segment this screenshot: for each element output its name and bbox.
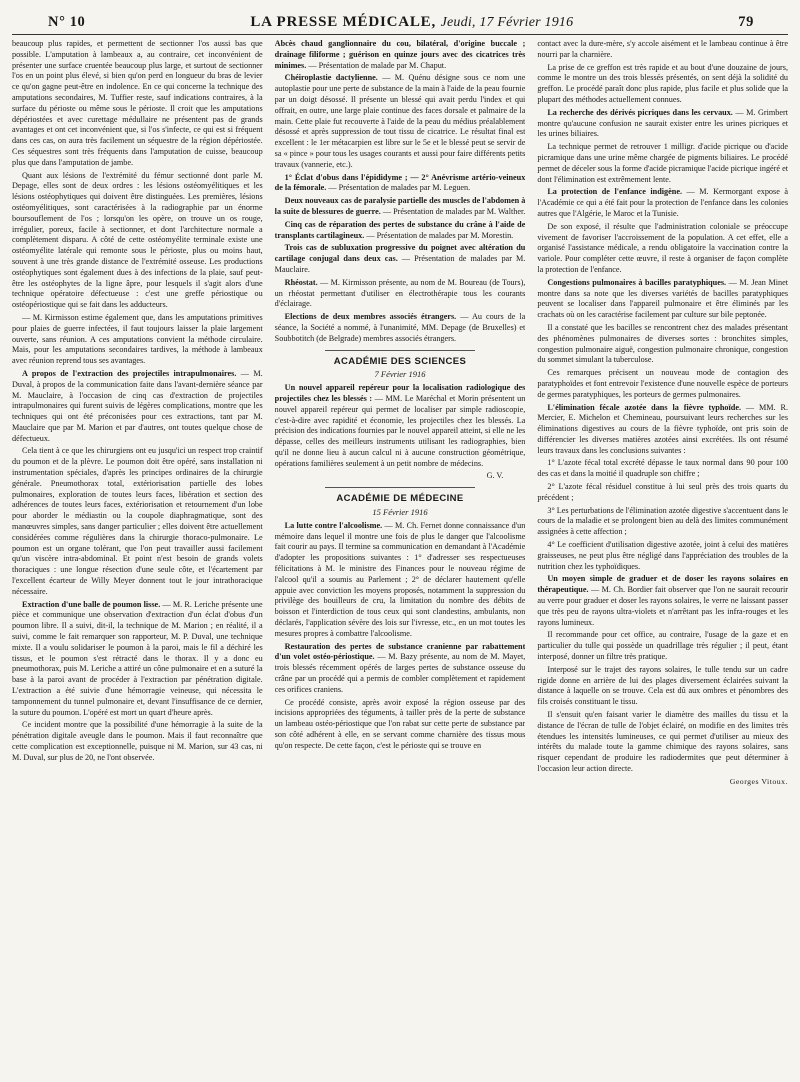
article xyxy=(275,642,526,696)
article xyxy=(275,278,526,310)
paragraph: Ce incident montre que la possibilité d'une hémorragie à la suite de la pénétration digitale aveugle dans le poumon. Mais il faut reconnaître que cette complication est exceptionnelle, puisque ni M. Marion, sur 43 cas, ni M. Duval, sur plus de 20, ne l'ont observée. xyxy=(12,720,263,762)
column-3 xyxy=(537,39,788,1081)
article-title: Chéiroplastie dactylienne. xyxy=(284,73,378,83)
column-1 xyxy=(12,39,263,1081)
paragraph: Il recommande pour cet office, au contraire, l'usage de la gaze et en particulier du tulle qui possède un quadrillage très régulier ; il peut, étant interposé, donner un filtre très pratique. xyxy=(537,630,788,662)
article xyxy=(537,574,788,628)
article xyxy=(537,403,788,457)
divider xyxy=(325,487,475,488)
article-title: A propos de l'extraction des projectiles intrapulmonaires. xyxy=(22,368,237,378)
article-body: — M. Bazy présente, au nom de M. Mayet, trois blessés récemment opérés de larges pertes de substance osseuse du crâne par un procédé qui a permis de combler complètement et rapidement ces orifices craniens. xyxy=(274,652,526,694)
article-body: — M. Ch. Fernet donne connaissance d'un mémoire dans lequel il montre une fois de plus le danger que l'alcoolisme fait courir au pays. Il termine sa communication en demandant à l'Académie d'adopter les propositions suivantes : 1° d'adresser ses respectueuses félicitations à M. le ministre des Finances pour le nouveau régime de l'alcool qu'il a soumis au Parlement ; 2° de déclarer hautement qu'elle appuie avec conviction les moyens proposés, notamment la suppression du privilège des bouilleurs de cru, la limitation du nombre des débits de boisson et l'interdiction de tous ceux qui sont clandestins, ambulants, non déclarés, l'application sévère des lois sur l'ivresse, etc., en un mot toutes les mesures propres à combattre l'alcoolisme. xyxy=(274,520,526,638)
page-header xyxy=(12,14,788,35)
divider xyxy=(325,350,475,351)
issue-number: N° 10 xyxy=(48,14,86,30)
article-body: — M. Kirmisson présente, au nom de M. Boureau (de Tours), un rhéostat permettant d'utiliser en électrothérapie tous les courants d'éclairage. xyxy=(274,277,526,309)
article-title: La protection de l'enfance indigène. xyxy=(547,187,683,197)
list-item: 4° Le coefficient d'utilisation digestive azotée, joint à celui des matières graisseuses, ne peut plus être négligé dans l'appréciation des troubles de la nutrition chez les typhoïdiques. xyxy=(537,540,788,571)
section-date: 7 Février 1916 xyxy=(374,369,426,380)
column-2 xyxy=(275,39,526,1081)
section-date: 15 Février 1916 xyxy=(372,507,428,518)
article-body: — M. R. Leriche présente une pièce et communique une observation d'extraction d'un éclat d'obus d'un poumon libre. Il a suivi, dit-il, la technique de M. Marion ; en réalité, il a suivi, comme le fait remarquer son rapporteur, M. P. Duval, une technique mixte. Il a voulu solidariser le poumon à la paroi, mais le fil a déchiré les tissus, et le poumon s'est rétracté dans le thorax. Il y a donc eu pneumothorax, puis M. Leriche a attiré un cône pulmonaire et en a suturé la base à la paroi avant de procéder à l'extraction par pénétration digitale. L'extraction a été suivie d'une hémorragie veineuse, qui nécessita le tamponnement du tunnel pulmonaire et, devant l'insuffisance de ce dernier, la suture du poumon. L'opéré est mort un quart d'heure après. xyxy=(12,599,263,717)
section-heading-medecine: ACADÉMIE DE MÉDECINE xyxy=(336,493,464,505)
paragraph: Quant aux lésions de l'extrémité du fémur sectionné dont parle M. Depage, elles sont de deux ordres : les lésions ostéomyélitiques et les lésions ostéophytiques qui doivent être distinguées. Les premières, lésions ostéomyélitiques, sont caractérisées à la radiographie par un énorme boursouflement de l'os ; lorsqu'on les opère, on trouve un os rouge, irrégulier, poreux, facile à sectionner, et dont l'architecture normale a complètement disparu. A côté de cette ostéomyélite terminale existe une ostéomyélite latérale qui remonte sous le périoste, plus ou moins haut, souvent à une très grande distance de l'extrémité osseuse. Les productions ostéophytiques sont également dues à des infections de la plaie, sauf peut-être les ostéophytes de la ligne âpre, pour lesquels il s'agit alors d'une technique opératoire défectueuse : c'est une greffe périostique ou ostéopériostique qui se fait dans les adducteurs. xyxy=(12,170,263,310)
article-body: — M. Ch. Bordier fait observer que l'on ne saurait recourir au verre pour graduer et doser les rayons solaires, le verre ne laissant passer que très peu de rayons ultra-violets et n'arrêtant pas les infra-rouges et les rayons lumineux. xyxy=(537,585,788,627)
article-title: L'élimination fécale azotée dans la fièvre typhoïde. xyxy=(547,402,741,412)
article-title: Extraction d'une balle de poumon lisse. xyxy=(22,599,161,609)
article-title: Deux nouveaux cas de paralysie partielle des muscles de l'abdomen à la suite de blessures de guerre. xyxy=(274,196,526,216)
article-title: Rhéostat. xyxy=(284,277,318,287)
article xyxy=(537,108,788,140)
author-initials: G. V. xyxy=(486,471,504,481)
paragraph: Cela tient à ce que les chirurgiens ont eu jusqu'ici un respect trop craintif du poumon et de la plèvre. Le poumon doit être opéré, sans installation ni instrumentation spéciales, d'après les principes ordinaires de la chirurgie générale. Pneumothorax total, extériorisation partielle des lobes pulmonaires, exploration de toutes leurs faces, libération et section des adhérences de toutes leurs faces, extériorisation et retournement d'un lobe pour aborder le médiastin ou la coupole diaphragmatique, sont des manœuvres simples, sans danger particulier ; elles doivent être actuellement considérées comme régulières dans la chirurgie thoraco-pulmonaire. Le poumon est un organe tolérant, que l'on peut travailler aussi facilement qu'un viscère intra-abdominal. Et point n'est besoin de grands volets thoraciques : une longue résection d'une seule côte, et l'écartement par l'excellent écarteur de Willy Meyer donnent tout le jour intrathoracique nécessaire. xyxy=(12,446,263,596)
paragraph: Ce procédé consiste, après avoir exposé la région osseuse par des incisions appropriées des téguments, à tailler près de la perte de substance un lambeau ostéo-périostique que l'on rabat sur cette perte de substance par son côté adhérent à elle, en se servant comme charnière des tissus mous qu'on respecte. De cette façon, c'est le périoste qui se trouve en xyxy=(274,697,526,750)
article-body: — M. Jean Minet montre dans sa note que les diverses variétés de bacilles paratyphiques peuvent se localiser dans l'appareil pulmonaire et être éliminés par les crachats où on les caractérise facilement par culture sur bile peptonée. xyxy=(537,277,788,320)
paragraph: La prise de ce greffon est très rapide et au bout d'une douzaine de jours, comme le montre un des trois blessés présentés, on sent déjà la solidité du greffon. Le procédé paraît donc plus rapide, plus facile et plus solide que la plupart des méthodes actuellement connues. xyxy=(537,62,788,104)
list-item: 2° L'azote fécal résiduel constitue à lui seul près des trois quarts du précédent ; xyxy=(537,482,788,502)
article-title: Congestions pulmonaires à bacilles paratyphiques. xyxy=(547,277,727,287)
paragraph: La technique permet de retrouver 1 milligr. d'acide picrique ou d'acide picramique dans une urine même chargée de pigments biliaires. Le procédé permet de déceler sous la forme d'acide picramique l'acide picrique ingéré et dont l'élimination est extrêmement lente. xyxy=(537,142,788,184)
article xyxy=(537,278,788,321)
article-title: La recherche des dérivés picriques dans les cervaux. xyxy=(547,107,733,117)
columns xyxy=(12,35,788,1081)
paragraph: beaucoup plus rapides, et permettent de sectionner l'os aussi bas que possible. L'amputation à lambeaux a, au contraire, cet inconvénient de présenter une surface cruentée beaucoup plus large, et surtout de sectionner l'os en un point plus élevé, si bien qu'on perd en longueur du bras de levier ce qu'on gagne peut-être en indolence. En ce qui concerne la technique des amputations secondaires, M. Tuffier reste, sauf indications contraires, à la surface du périoste ou même sous le périoste. Il croit que les amputations dépériostées et avec curettage médullaire ne présentent pas de grands avantages et ont cet inconvénient que, si l'os s'infecte, ce qui est si fréquent dans ces cas, on aura très facilement un séquestre de la région dépériostée. Ces séquestres sont très fréquents dans l'amputation de cuisse, beaucoup plus que dans l'amputation de jambe. xyxy=(12,39,263,167)
article xyxy=(537,187,788,219)
article xyxy=(275,73,526,170)
article-body: — Présentation de malades par M. Morestin. xyxy=(364,230,514,240)
article xyxy=(275,383,526,469)
article-body: — Présentation de malades par M. Leguen. xyxy=(326,183,471,193)
article-title: Un nouvel appareil repéreur pour la localisation radiologique des projectiles chez les blessés : xyxy=(274,383,526,403)
article-body: — MM. Le Maréchal et Morin présentent un nouvel appareil repéreur qui permet de localiser par simple radioscopie, c'est-à-dire avec rapidité et économie, les projectiles chez les blessés. La précision des indications fournies par le nouvel appareil atteint, si elle ne les dépasse, celles des meilleurs instruments utilisant les radiographies, bien qu'il ne donne lieu à aucun calcul ni à aucune construction géométrique, opérations familières seulement à un petit nombre de médecins. xyxy=(274,393,526,468)
page-number: 79 xyxy=(738,14,754,30)
article-body: — M. Grimbert montre qu'aucune confusion ne saurait exister entre les urines picriques et les urines biliaires. xyxy=(537,107,788,139)
article-title: Abcès chaud ganglionnaire du cou, bilatéral, d'origine buccale ; drainage filiforme ; guérison en quinze jours avec des cicatrices très minimes. xyxy=(274,39,526,70)
list-item: 3° Les perturbations de l'élimination azotée digestive s'accentuent dans le cours de la maladie et se prolongent bien au delà des limites communément assignées à cette affection ; xyxy=(537,505,788,537)
article-body: — Présentation de malades par M. Mauclaire. xyxy=(274,254,526,274)
article xyxy=(275,173,526,195)
article-title: Elections de deux membres associés étrangers. xyxy=(284,312,457,322)
paragraph: — M. Kirmisson estime également que, dans les amputations primitives pour plaies de guerre infectées, il faut toujours laisser la plaie largement ouverte, sans réunion. A ces amputations convient la méthode circulaire. Mais, pour les amputations secondaires tardives, la méthode à lambeaux avec réunion reprend tous ses avantages. xyxy=(12,312,263,366)
article-body: — MM. R. Mercier, E. Michelon et Chemineau, poursuivant leurs recherches sur les éliminations digestives au cours de la fièvre typhoïde, ont pris soin de différencier les diverses matières azotées ainsi excrétées. Ils ont résumé leurs travaux dans les conclusions suivantes : xyxy=(537,402,788,455)
article-body: — M. Quénu désigne sous ce nom une autoplastie pour une perte de substance de la main à l'aide de la peau fournie par un doigt désossé. Il présente un blessé qui avait perdu l'index et qui offrait, en outre, une large plaie continue des faces dorsale et palmaire de la main. Cette plaie fut recouverte à l'aide de la peau du médius préalablement désossé et après suppression de tout tissu de cicatrice. Le résultat final est excellent : le 1er métacarpien est libre sur le 5e et le blessé peut se servir de sa « pince » pour tous les usages courants et aussi pour faire différents petits travaux (vannerie, etc.). xyxy=(274,73,526,169)
paragraph: Interposé sur le trajet des rayons solaires, le tulle tendu sur un cadre rigide donne en arrière de lui des plages diversement éclairées suivant la distance à laquelle on se trouve. Cela est dû aux ombres et pénombres des fils croisés constituant le tissu. xyxy=(537,664,788,707)
article-body: — M. Kermorgant expose à l'Académie ce qui a été fait pour la protection de l'enfance dans les colonies autres que l'Algérie, le Maroc et la Tunisie. xyxy=(537,187,788,218)
article xyxy=(275,196,526,218)
list-item: 1° L'azote fécal total excrété dépasse le taux normal dans 90 pour 100 des cas et dans la moitié il quadruple son chiffre ; xyxy=(537,458,788,479)
article-body: — M. Duval, à propos de la communication faite dans l'avant-dernière séance par M. Mauclaire, à l'occasion de cinq cas d'extraction de projectiles intrapulmonaires qui furent suivis de légères complications, montre que les techniques qui ont été préconisées pour ces extractions, tant par M. Mauclaire que par M. Marion et par d'autres, ont toutes quelque chose de défectueux. xyxy=(12,368,263,443)
article-title: Un moyen simple de graduer et de doser les rayons solaires en thérapeutique. xyxy=(537,574,788,595)
issue-date: Jeudi, 17 Février 1916 xyxy=(440,15,574,30)
paragraph: Il a constaté que les bacilles se rencontrent chez des malades présentant des phénomènes pulmonaires de diverses sortes : bronchites simples, congestion pulmonaire aiguë, congestion pulmonaire chronique, congestion du sommet simulant la tuberculose. xyxy=(537,322,788,365)
article xyxy=(275,243,526,275)
article-title: Cinq cas de réparation des pertes de substance du crâne à l'aide de transplants cartilagineux. xyxy=(274,219,526,240)
article-title: Trois cas de subluxation progressive du poignet avec altération du cartilage conjugal dans deux cas. xyxy=(274,243,526,264)
paragraph: Il s'ensuit qu'en faisant varier le diamètre des mailles du tissu et la distance de l'écran de tulle de l'objet éclairé, on modifie en des limites très étendues les intensités lumineuses, ce qui permet d'utiliser au mieux des intérêts du malade toute la gamme chimique des rayons solaires, sans risquer cependant de produire les radiodermites que peut déterminer à l'occasion leur action directe. xyxy=(537,710,788,773)
article xyxy=(275,312,526,344)
article xyxy=(275,220,526,242)
paragraph: Ces remarques précisent un nouveau mode de contagion des paratyphoïdes et font entrevoir l'existence d'une nouvelle espèce de porteurs de germes paratyphiques, les porteurs de germes pulmonaires. xyxy=(537,368,788,399)
article-body: — Au cours de la séance, la Société a nommé, à l'unanimité, MM. Depage (de Bruxelles) et Soubbotitch (de Belgrade) membres associés étrangers. xyxy=(274,312,526,343)
article-title: Restauration des pertes de substance cranienne par rabattement d'un volet ostéo-périostique. xyxy=(274,641,526,662)
article xyxy=(12,369,263,445)
masthead xyxy=(250,14,573,31)
article-title: 1° Éclat d'obus dans l'épididyme ; — 2° Anévrisme artério-veineux de la fémorale. xyxy=(274,172,526,193)
paragraph: contact avec la dure-mère, s'y accole aisément et le lambeau continue à être nourri par la charnière. xyxy=(537,39,788,59)
author-signature: Georges Vitoux. xyxy=(729,776,788,786)
article xyxy=(12,600,263,719)
paragraph: De son exposé, il résulte que l'administration coloniale se préoccupe vivement de favoriser l'accroissement de la population. A cet effet, elle a organisé l'assistance médicale, a rendu obligatoire la vaccination contre la variole. Pour compléter cette œuvre, il reste à organiser de façon complète la protection de l'enfance. xyxy=(537,221,788,274)
article-body: — Présentation de malade par M. Chaput. xyxy=(306,60,447,70)
article xyxy=(275,521,526,640)
section-heading-sciences: ACADÉMIE DES SCIENCES xyxy=(333,355,467,367)
article-title: La lutte contre l'alcoolisme. xyxy=(284,520,383,530)
article xyxy=(275,39,526,71)
journal-title: LA PRESSE MÉDICALE, xyxy=(250,14,437,30)
article-body: — Présentation de malades par M. Walther. xyxy=(380,206,526,216)
